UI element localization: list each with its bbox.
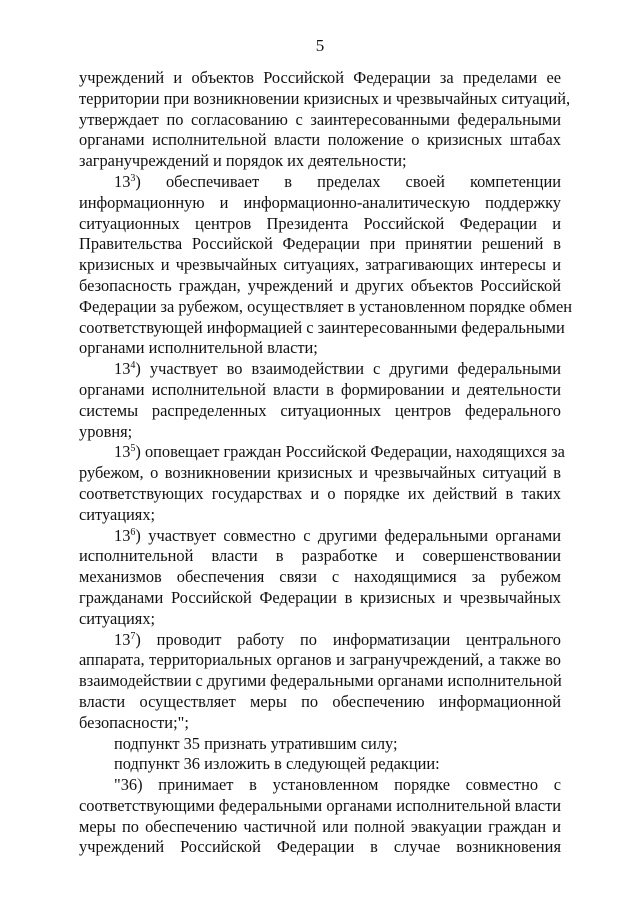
line-text: ситуациях;: [79, 504, 156, 524]
text-line: [79, 754, 561, 775]
text-line: [79, 422, 561, 443]
text-line: [79, 317, 565, 339]
line-text: рубежом, о возникновении кризисных и чрезвычайных ситуаций в: [79, 463, 561, 483]
line-text: учреждений и объектов Российской Федерации за пределами ее: [79, 68, 561, 87]
text-line: [79, 380, 561, 401]
text-line: [79, 338, 561, 359]
line-text: безопасности;";: [79, 712, 189, 732]
text-line: [79, 110, 561, 131]
text-line: [79, 546, 561, 567]
line-text: ситуационных центров Президента Российской Федерации и: [79, 213, 561, 233]
text-line: [79, 713, 561, 734]
text-line: [79, 526, 561, 547]
text-line: [79, 234, 561, 255]
line-text: системы распределенных ситуационных центров федерального: [79, 400, 561, 420]
text-line: [79, 401, 561, 422]
text-line: [79, 796, 561, 817]
text-line: [79, 463, 561, 484]
text-line: [79, 692, 561, 713]
line-text: ) обеспечивает в пределах своей компетенции: [135, 171, 561, 191]
text-line: [79, 734, 561, 755]
text-line: [79, 484, 561, 505]
line-text: органами исполнительной власти положение о кризисных штабах: [79, 130, 561, 150]
text-line: [79, 567, 561, 588]
text-line: [79, 130, 561, 151]
line-text: ) участвует во взаимодействии с другими федеральными: [135, 359, 561, 379]
line-text: "36) принимает в установленном порядке совместно с: [114, 775, 561, 795]
text-line: [79, 442, 565, 463]
line-text: загранучреждений и порядок их деятельности;: [79, 151, 407, 171]
line-text: утверждает по согласованию с заинтересованными федеральными: [79, 109, 561, 129]
item-number-superscript: 3: [130, 172, 136, 184]
line-text: исполнительной власти в разработке и совершенствовании: [79, 546, 561, 566]
line-text: ) проводит работу по информатизации центрального: [135, 629, 561, 649]
text-line: [79, 296, 572, 318]
text-line: [79, 630, 561, 651]
item-number-superscript: 4: [130, 360, 136, 372]
line-text: органами исполнительной власти;: [79, 338, 318, 358]
line-text: Федерации за рубежом, осуществляет в установленном порядке обмен: [79, 296, 572, 316]
text-line: [79, 588, 561, 609]
item-number-superscript: 5: [130, 443, 136, 455]
line-text: взаимодействии с другими федеральными органами исполнительной: [79, 671, 562, 691]
line-text: гражданами Российской Федерации в кризисных и чрезвычайных: [79, 587, 561, 607]
line-text: территории при возникновении кризисных и чрезвычайных ситуаций,: [79, 88, 571, 108]
line-text: ) оповещает граждан Российской Федерации, находящихся за: [135, 442, 565, 462]
line-text: подпункт 35 признать утратившим силу;: [114, 733, 398, 753]
line-text: Правительства Российской Федерации при принятии решений в: [79, 234, 561, 254]
text-line: [79, 609, 561, 630]
text-line: [79, 88, 571, 110]
text-line: [79, 68, 561, 89]
line-text: кризисных и чрезвычайных ситуациях, затрагивающих интересы и: [79, 255, 561, 275]
text-line: [79, 650, 561, 671]
text-line: [79, 214, 561, 235]
item-number: 13: [114, 629, 131, 649]
line-text: учреждений Российской Федерации в случае возникновения: [79, 837, 561, 857]
line-text: уровня;: [79, 421, 133, 441]
text-line: [79, 671, 561, 692]
line-text: ) участвует совместно с другими федеральными органами: [135, 525, 561, 545]
text-line: [79, 837, 561, 858]
line-text: аппарата, территориальных органов и загранучреждений, а также во: [79, 650, 561, 670]
text-line: [79, 276, 561, 297]
line-text: механизмов обеспечения связи с находящимися за рубежом: [79, 567, 561, 587]
item-number-superscript: 6: [130, 526, 136, 538]
text-line: [79, 505, 561, 526]
text-line: [79, 172, 561, 193]
text-line: [79, 817, 561, 838]
item-number: 13: [114, 359, 131, 379]
line-text: соответствующих государствах и о порядке их действий в таких: [79, 483, 561, 503]
text-line: [79, 255, 561, 276]
text-line: [79, 775, 561, 796]
line-text: соответствующими федеральными органами исполнительной власти: [79, 795, 561, 815]
item-number: 13: [114, 442, 131, 462]
text-line: [79, 193, 561, 214]
line-text: ситуациях;: [79, 608, 156, 628]
line-text: меры по обеспечению частичной или полной эвакуации граждан и: [79, 816, 561, 836]
line-text: соответствующей информацией с заинтересованными федеральными: [79, 317, 565, 337]
item-number-superscript: 7: [130, 630, 136, 642]
text-line: [79, 359, 561, 380]
line-text: подпункт 36 изложить в следующей редакции:: [114, 754, 440, 774]
line-text: безопасность граждан, учреждений и других объектов Российской: [79, 275, 561, 295]
line-text: власти осуществляет меры по обеспечению информационной: [79, 691, 561, 711]
line-text: информационную и информационно-аналитическую поддержку: [79, 192, 561, 212]
document-body: [79, 68, 572, 858]
item-number: 13: [114, 525, 131, 545]
page-number: 5: [315, 36, 325, 55]
item-number: 13: [114, 171, 131, 191]
text-line: [79, 151, 561, 172]
line-text: органами исполнительной власти в формировании и деятельности: [79, 379, 561, 399]
